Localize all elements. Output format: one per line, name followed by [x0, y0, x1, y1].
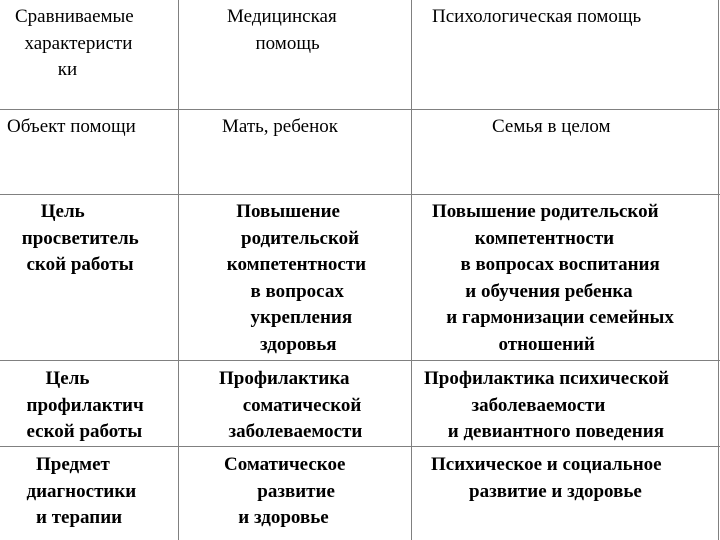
row-object-psych: Семья в целом	[492, 116, 611, 137]
row-object-medical: Мать, ребенок	[222, 116, 338, 137]
row-diagnostics-medical: Соматическое развитие и здоровье	[224, 454, 346, 528]
row-education-medical: Повышение родительской компетентности в вопросах укрепления здоровья	[226, 201, 367, 355]
row-diagnostics-psych: Психическое и социальное развитие и здоровье	[431, 454, 662, 502]
column-divider	[411, 0, 412, 540]
row-prevention-medical: Профилактика соматической заболеваемости	[219, 368, 363, 442]
row-divider	[0, 109, 720, 110]
row-education-criterion: Цель просветитель ской работы	[21, 201, 139, 275]
column-divider	[178, 0, 179, 540]
row-prevention-psych: Профилактика психической заболеваемости и девиантного поведения	[424, 368, 669, 442]
row-divider	[0, 360, 720, 361]
header-medical-cell: Медицинская помощь	[227, 6, 337, 54]
row-education-psych: Повышение родительской компетентности в вопросах воспитания и обучения ребенка и гармонизации семейных отношений	[432, 201, 674, 355]
row-diagnostics-criterion: Предмет диагностики и терапии	[26, 454, 137, 528]
row-divider	[0, 194, 720, 195]
header-psych-cell: Психологическая помощь	[432, 6, 642, 27]
row-prevention-criterion: Цель профилактич еской работы	[26, 368, 144, 442]
table-right-border	[718, 0, 719, 540]
header-criteria-cell: Сравниваемые характеристи ки	[15, 6, 134, 80]
row-divider	[0, 446, 720, 447]
row-object-criterion: Объект помощи	[7, 116, 136, 137]
